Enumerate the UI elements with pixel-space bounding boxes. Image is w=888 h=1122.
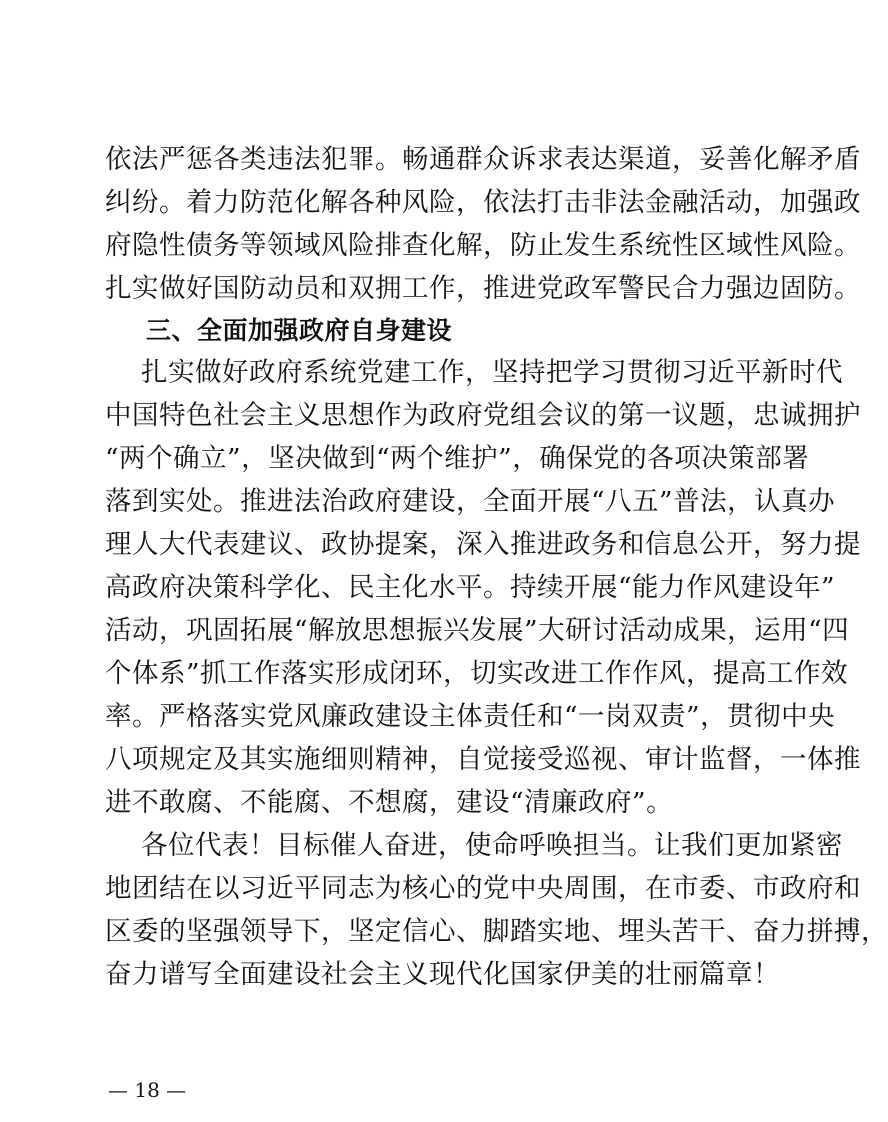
paragraph-line: 活动，巩固拓展“解放思想振兴发展”大研讨活动成果，运用“四 (105, 615, 850, 646)
paragraph-line: 中国特色社会主义思想作为政府党组会议的第一议题，忠诚拥护 (105, 400, 861, 431)
paragraph-line: 八项规定及其实施细则精神，自觉接受巡视、审计监督，一体推 (105, 744, 861, 775)
paragraph-line: 区委的坚强领导下，坚定信心、脚踏实地、埋头苦干、奋力拼搏， (105, 916, 888, 947)
paragraph-line: 奋力谱写全面建设社会主义现代化国家伊美的壮丽篇章！ (105, 959, 780, 990)
section-heading: 三、全面加强政府自身建设 (146, 316, 453, 345)
paragraph-line: 各位代表！目标催人奋进，使命呼唤担当。让我们更加紧密 (141, 830, 843, 861)
page-number: — 18 — (108, 1078, 187, 1102)
paragraph-line: 理人大代表建议、政协提案，深入推进政务和信息公开，努力提 (105, 529, 861, 560)
paragraph-line: 个体系”抓工作落实形成闭环，切实改进工作作风，提高工作效 (105, 658, 849, 689)
paragraph-line: 纠纷。着力防范化解各种风险，依法打击非法金融活动，加强政 (105, 187, 861, 218)
paragraph-line: 率。严格落实党风廉政建设主体责任和“一岗双责”，贯彻中央 (105, 701, 836, 732)
paragraph-line: 依法严惩各类违法犯罪。畅通群众诉求表达渠道，妥善化解矛盾 (105, 144, 861, 175)
paragraph-line: 扎实做好国防动员和双拥工作，推进党政军警民合力强边固防。 (105, 273, 861, 304)
paragraph-line: 地团结在以习近平同志为核心的党中央周围，在市委、市政府和 (105, 873, 861, 904)
paragraph-line: 落到实处。推进法治政府建设，全面开展“八五”普法，认真办 (105, 486, 836, 517)
paragraph-line: 进不敢腐、不能腐、不想腐，建设“清廉政府”。 (105, 787, 674, 818)
paragraph-line: 府隐性债务等领域风险排查化解，防止发生系统性区域性风险。 (105, 230, 861, 261)
paragraph-line: 扎实做好政府系统党建工作，坚持把学习贯彻习近平新时代 (141, 357, 843, 388)
paragraph-line: 高政府决策科学化、民主化水平。持续开展“能力作风建设年” (105, 572, 836, 603)
paragraph-line: “两个确立”，坚决做到“两个维护”，确保党的各项决策部署 (105, 443, 810, 474)
